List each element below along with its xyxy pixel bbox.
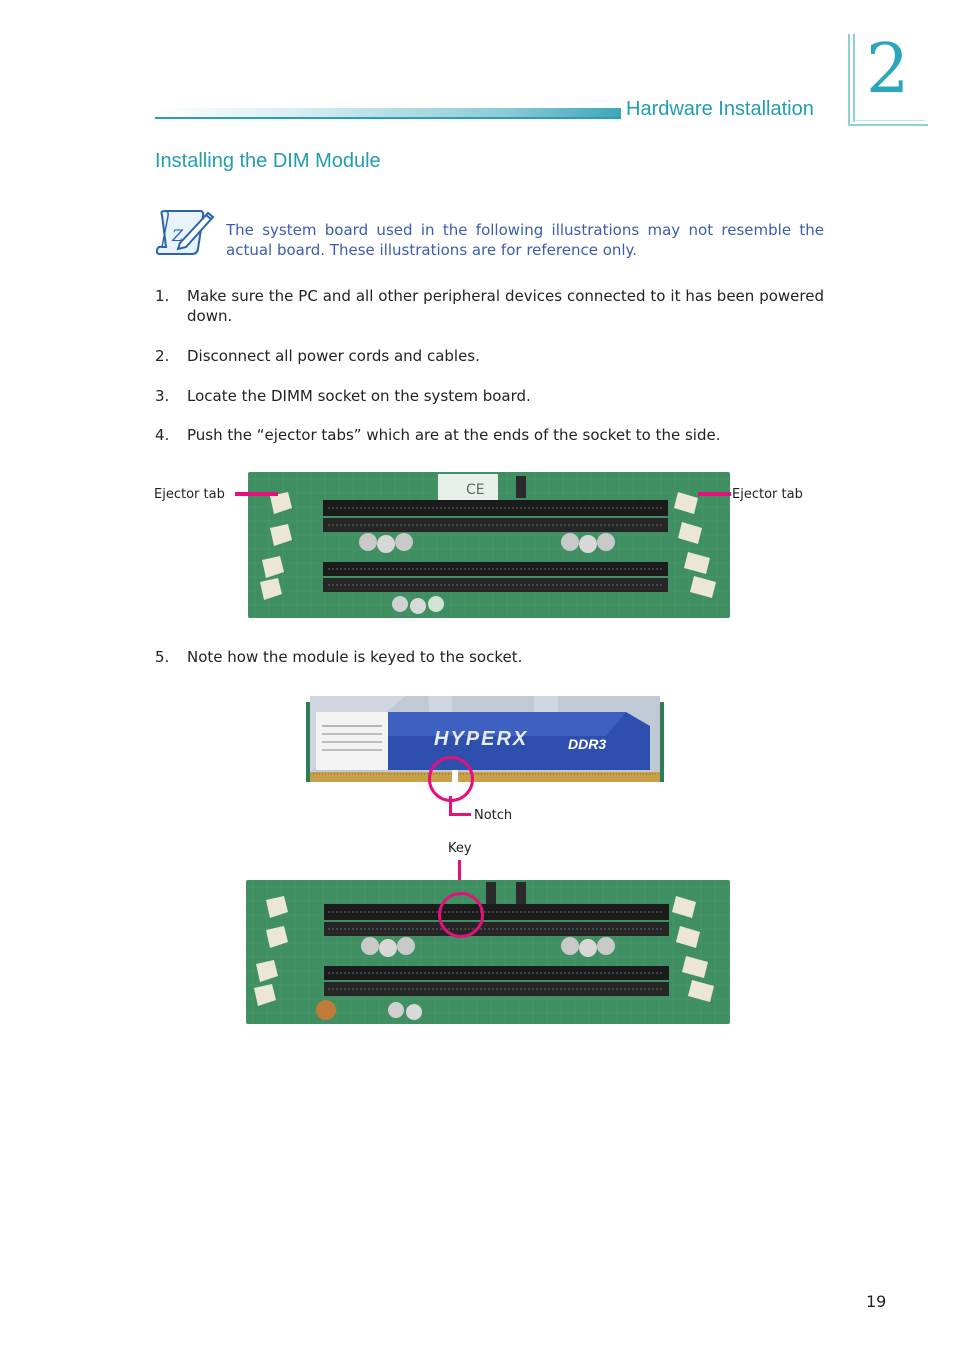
step-1 [155,286,824,326]
step-number: 2. [155,347,170,365]
note-text: The system board used in the following illustrations may not resemble the actual board. These illustrations are for reference only. [226,221,824,259]
ejector-tab-left-label: Ejector tab [154,487,225,502]
step-4 [155,425,824,445]
key-label: Key [448,841,472,856]
step-text: Push the “ejector tabs” which are at the ends of the socket to the side. [187,426,721,444]
chapter-number: 2 [866,30,910,109]
module-type: DDR3 [568,736,607,752]
chapter-frame-line [853,34,855,122]
dimm-socket-board-photo [248,472,730,618]
step-3 [155,386,824,406]
step-text: Note how the module is keyed to the socket. [187,648,523,666]
step-number: 3. [155,387,170,405]
page-number: 19 [866,1292,887,1311]
step-text: Disconnect all power cords and cables. [187,347,480,365]
svg-text:CE: CE [466,482,485,498]
notch-callout-line [449,813,471,816]
step-5 [155,647,824,667]
step-number: 5. [155,648,170,666]
header-title: Hardware Installation [626,98,814,120]
step-text: Locate the DIMM socket on the system board. [187,387,531,405]
svg-text:Z: Z [172,226,184,245]
module-brand: HYPERX [434,728,529,750]
step-text: Make sure the PC and all other peripheral devices connected to it has been powered down. [187,287,824,325]
chapter-frame-line [848,34,850,126]
notch-label: Notch [474,808,513,823]
step-number: 1. [155,287,170,305]
dimm-socket-key-photo [246,880,730,1024]
ejector-tab-right-label: Ejector tab [732,487,803,502]
header-rule [155,117,621,119]
note-scroll-pen-icon [156,207,216,257]
callout-line-right [698,492,731,496]
chapter-frame-line [853,120,925,121]
step-2 [155,346,824,366]
chapter-frame-line [848,124,928,126]
step-number: 4. [155,426,170,444]
section-title: Installing the DIM Module [155,150,381,172]
key-callout-circle [438,892,484,938]
callout-line-left [235,492,278,496]
